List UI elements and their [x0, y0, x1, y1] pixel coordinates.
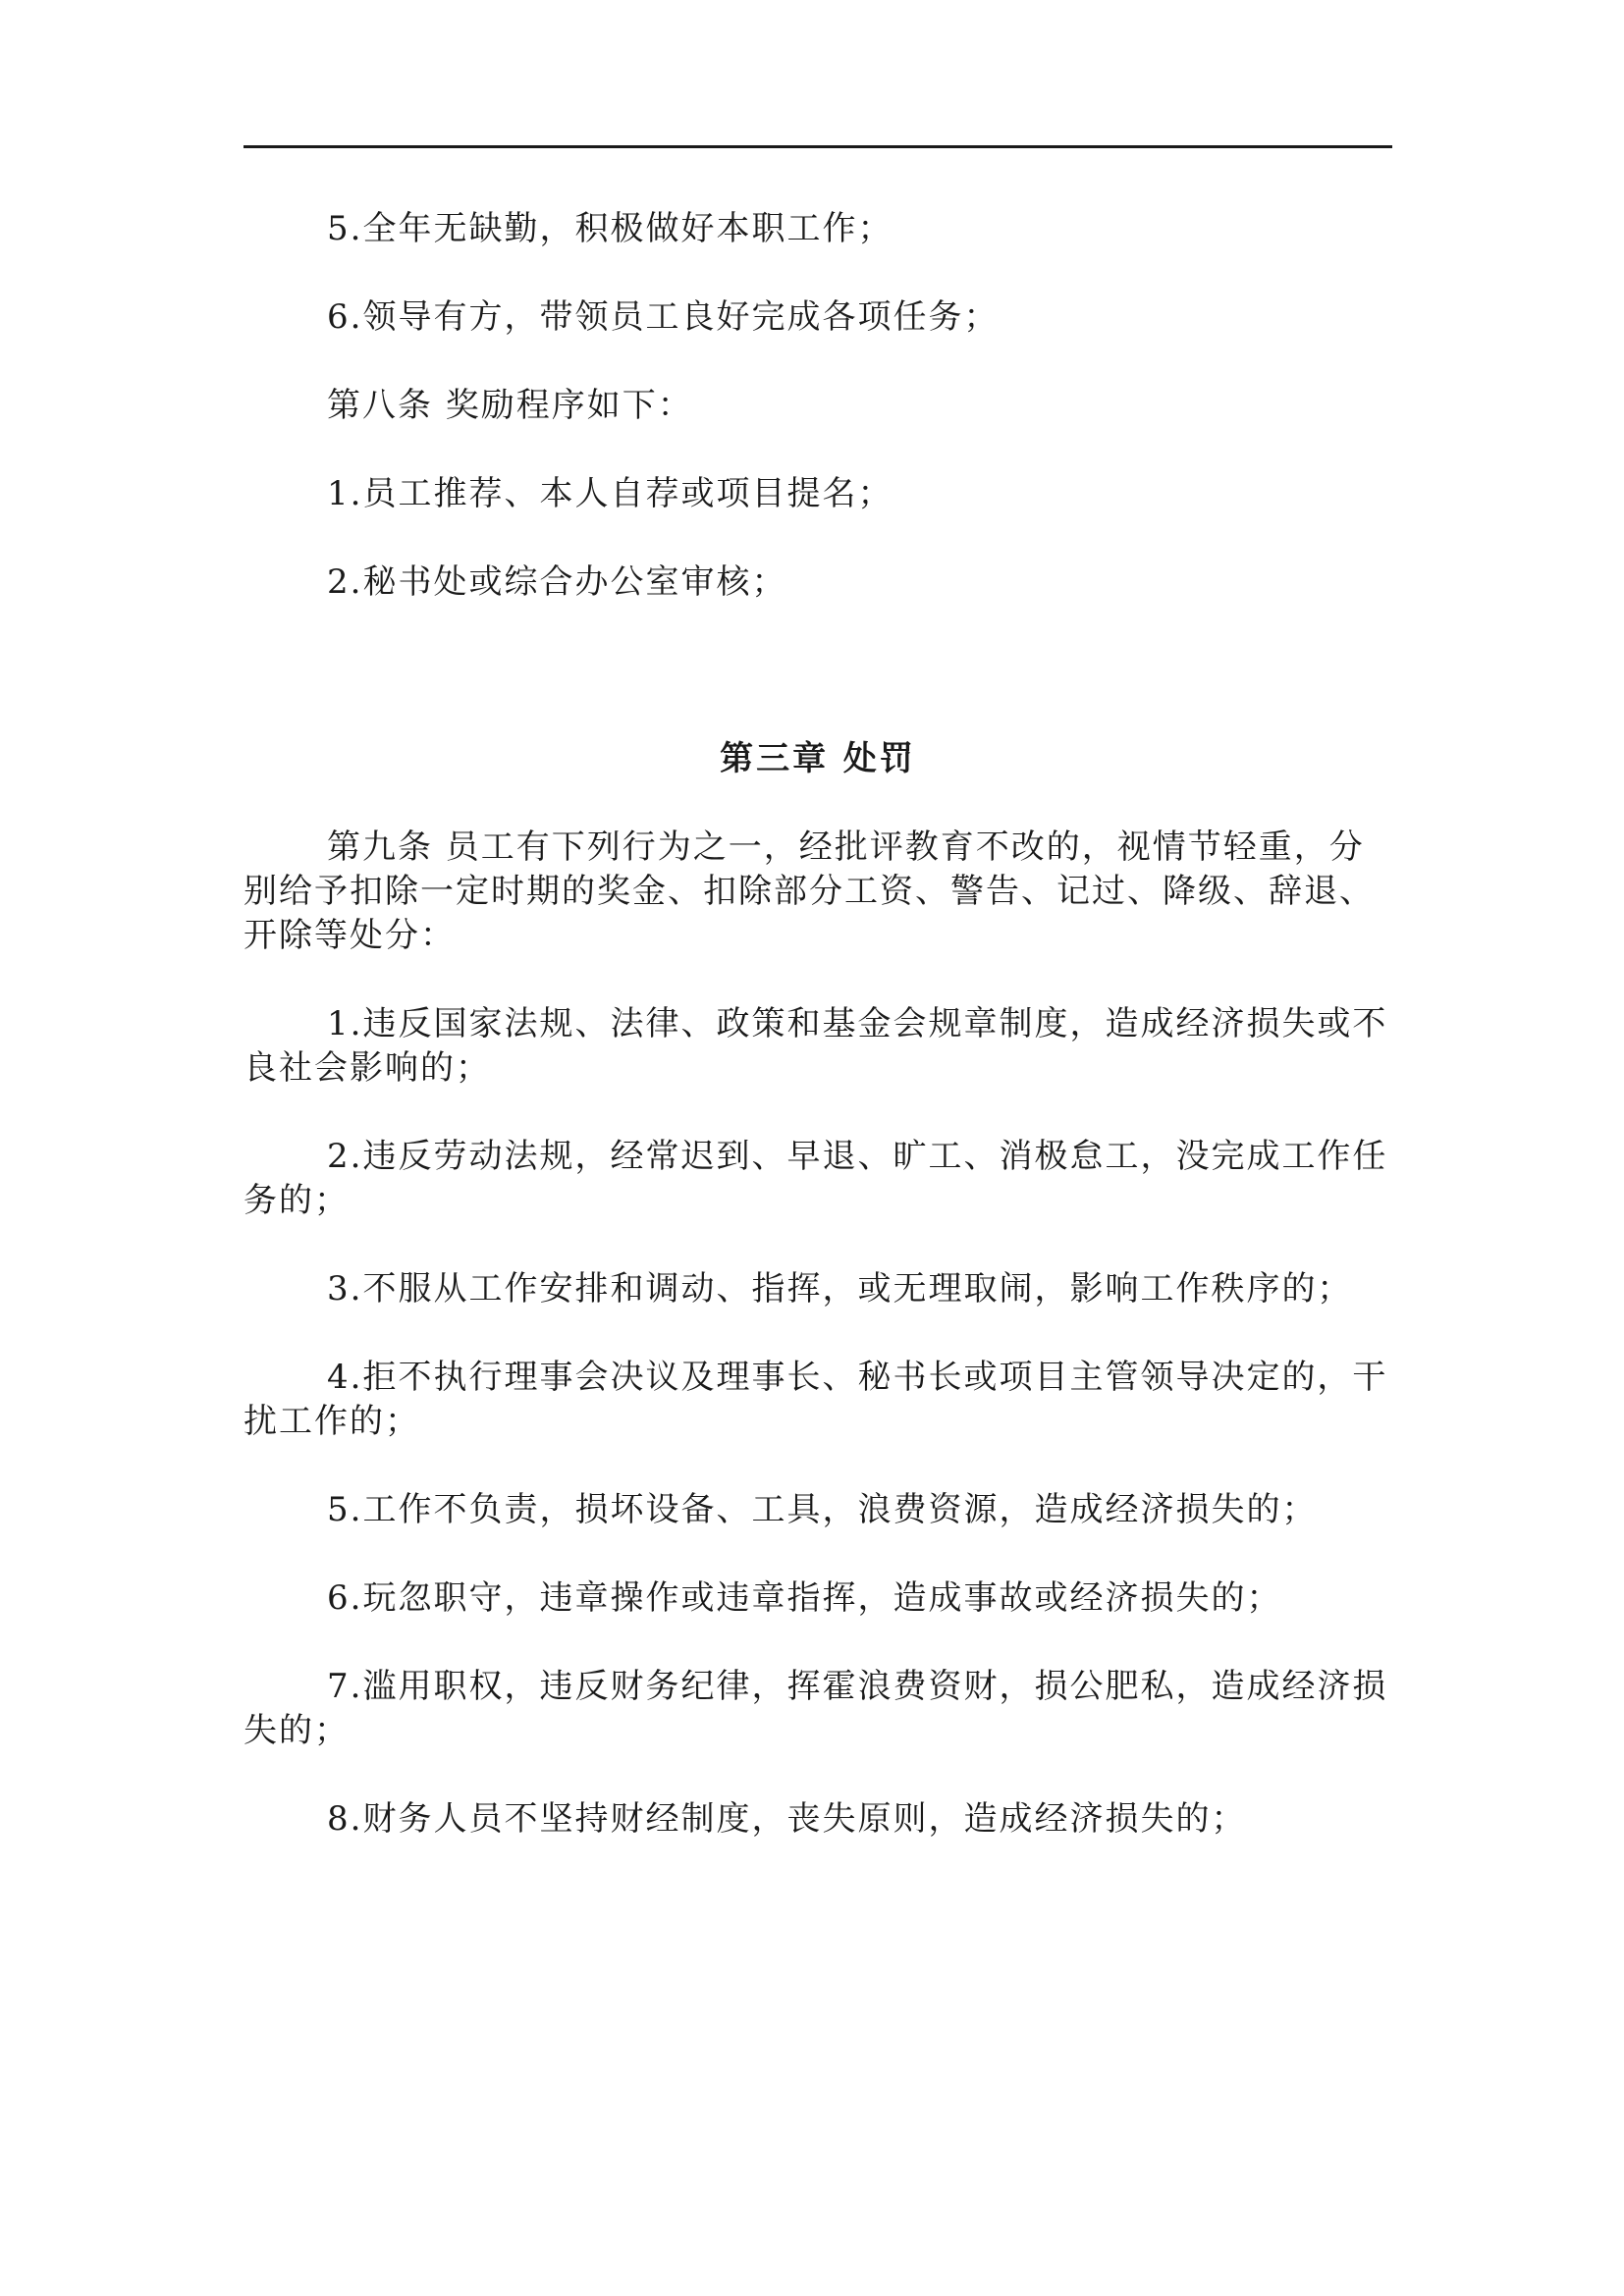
- paragraph: 8.财务人员不坚持财经制度，丧失原则，造成经济损失的；: [327, 1799, 1247, 1839]
- document-body: [244, 207, 1392, 1886]
- paragraph: 6.玩忽职守，违章操作或违章指挥，造成事故或经济损失的；: [327, 1578, 1282, 1618]
- paragraph: 6.领导有方，带领员工良好完成各项任务；: [327, 297, 1000, 337]
- paragraph: 1.员工推荐、本人自荐或项目提名；: [327, 474, 893, 513]
- paragraph: 2.违反劳动法规，经常迟到、早退、旷工、消极怠工，没完成工作任务的；: [244, 1137, 1388, 1220]
- article-heading: 第八条 奖励程序如下：: [327, 386, 693, 425]
- paragraph: 5.工作不负责，损坏设备、工具，浪费资源，造成经济损失的；: [327, 1490, 1318, 1529]
- paragraph: 7.滥用职权，违反财务纪律，挥霍浪费资财，损公肥私，造成经济损失的；: [244, 1667, 1388, 1750]
- chapter-heading: 第三章 处罚: [720, 739, 916, 778]
- paragraph: 1.违反国家法规、法律、政策和基金会规章制度，造成经济损失或不良社会影响的；: [244, 1004, 1388, 1088]
- header-rule: [244, 145, 1392, 148]
- article-paragraph: 第九条 员工有下列行为之一，经批评教育不改的，视情节轻重，分别给予扣除一定时期的奖金、扣除部分工资、警告、记过、降级、辞退、开除等处分：: [244, 828, 1375, 955]
- paragraph: 4.拒不执行理事会决议及理事长、秘书长或项目主管领导决定的，干扰工作的；: [244, 1358, 1388, 1441]
- paragraph: 3.不服从工作安排和调动、指挥，或无理取闹，影响工作秩序的；: [327, 1269, 1353, 1308]
- paragraph: 5.全年无缺勤，积极做好本职工作；: [327, 209, 893, 248]
- section-spacer: [244, 649, 1392, 737]
- paragraph: 2.秘书处或综合办公室审核；: [327, 562, 787, 602]
